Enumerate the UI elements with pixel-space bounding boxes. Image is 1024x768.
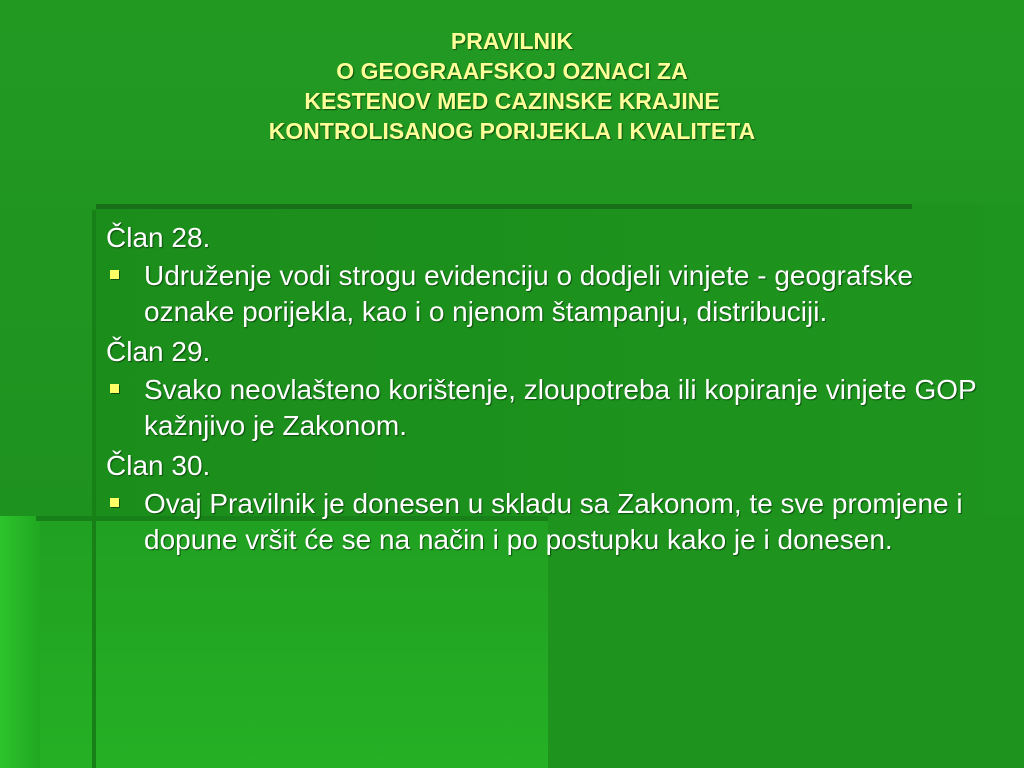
square-bullet-icon: [110, 498, 119, 507]
article-heading: Član 28.: [106, 222, 211, 253]
decorative-vertical-line: [92, 210, 96, 768]
title-line: PRAVILNIK: [450, 28, 574, 54]
title-line: KONTROLISANOG PORIJEKLA I KVALITETA: [268, 118, 756, 144]
bullet-text: Ovaj Pravilnik je donesen u skladu sa Zakonom, te sve promjene i dopune vršit će se na način i po postupku kako je i donesen.: [144, 488, 963, 555]
title-line: O GEOGRAAFSKOJ OZNACI ZA: [336, 58, 688, 84]
title-line: KESTENOV MED CAZINSKE KRAJINE: [304, 88, 720, 114]
slide-body: [106, 220, 986, 562]
bullet-item: [106, 258, 986, 330]
square-bullet-icon: [110, 384, 119, 393]
bullet-text: Svako neovlašteno korištenje, zloupotreba ili kopiranje vinjete GOP kažnjivo je Zakonom.: [144, 374, 977, 441]
article-heading: Član 30.: [106, 450, 211, 481]
square-bullet-icon: [110, 270, 119, 279]
bullet-text: Udruženje vodi strogu evidenciju o dodjeli vinjete - geografske oznake porijekla, kao i o njenom štampanju, distribuciji.: [144, 260, 913, 327]
background-edge-left: [0, 516, 40, 768]
article-heading: Član 29.: [106, 336, 211, 367]
bullet-item: [106, 372, 986, 444]
slide-title: [0, 26, 1024, 146]
decorative-bar-top: [96, 204, 912, 209]
bullet-item: [106, 486, 986, 558]
